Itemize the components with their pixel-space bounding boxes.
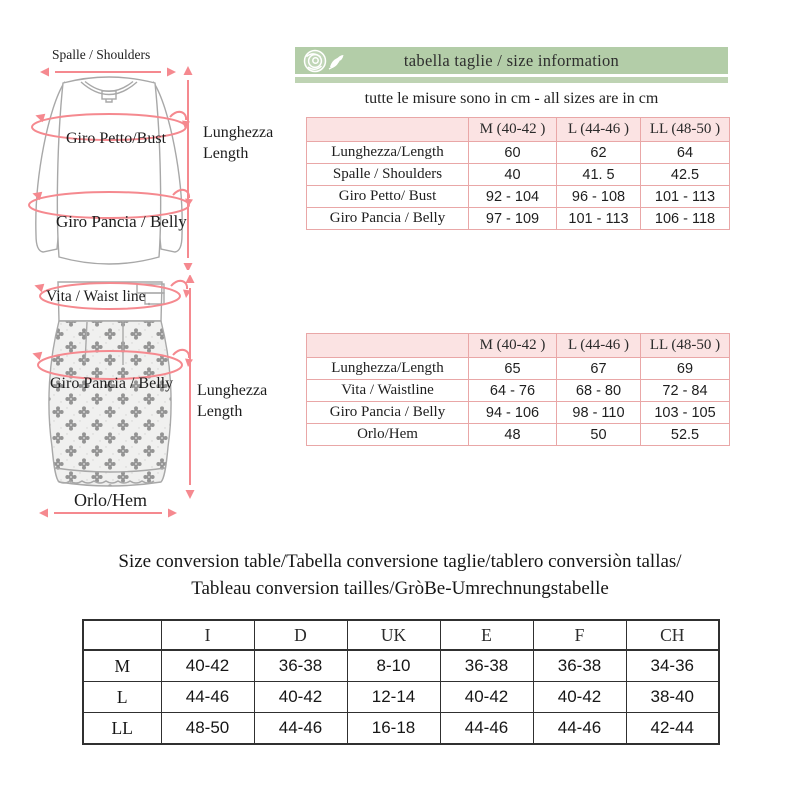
cell-value: 36-38 <box>440 650 533 682</box>
cell-value: 101 - 113 <box>557 208 641 230</box>
row-label: M <box>83 650 161 682</box>
cell-value: 40 <box>469 164 557 186</box>
table-row <box>307 402 730 424</box>
row-label: Giro Petto/ Bust <box>307 186 469 208</box>
cell-value: 48-50 <box>161 713 254 745</box>
cell-value: 48 <box>469 424 557 446</box>
body-shape <box>57 77 160 264</box>
cell-value: 62 <box>557 142 641 164</box>
cell-value: 40-42 <box>161 650 254 682</box>
cell-value: 72 - 84 <box>641 380 730 402</box>
length-label-line1: Lunghezza <box>203 124 274 141</box>
column-header: M (40-42 ) <box>469 118 557 142</box>
cell-value: 106 - 118 <box>641 208 730 230</box>
cell-value: 65 <box>469 358 557 380</box>
table-row <box>307 164 730 186</box>
bust-label: Giro Petto/Bust <box>66 130 167 147</box>
cell-value: 38-40 <box>626 682 719 713</box>
cell-value: 103 - 105 <box>641 402 730 424</box>
conversion-title-line1: Size conversion table/Tabella conversione taglie/tablero conversiòn tallas/ <box>118 551 682 572</box>
row-label: Lunghezza/Length <box>307 358 469 380</box>
cell-value: 36-38 <box>254 650 347 682</box>
cell-value: 12-14 <box>347 682 440 713</box>
cell-value: 67 <box>557 358 641 380</box>
cell-value: 34-36 <box>626 650 719 682</box>
column-header: D <box>254 620 347 650</box>
column-header: UK <box>347 620 440 650</box>
cell-value: 92 - 104 <box>469 186 557 208</box>
column-header <box>83 620 161 650</box>
cell-value: 41. 5 <box>557 164 641 186</box>
conversion-title-line2: Tableau conversion tailles/GròBe-Umrechnungstabelle <box>191 578 609 599</box>
table-row <box>83 650 719 682</box>
column-header: L (44-46 ) <box>557 334 641 358</box>
cell-value: 96 - 108 <box>557 186 641 208</box>
table-row <box>307 424 730 446</box>
cell-value: 52.5 <box>641 424 730 446</box>
row-label: L <box>83 682 161 713</box>
table-row <box>307 142 730 164</box>
belly-label-skirt: Giro Pancia / Belly <box>50 375 174 392</box>
table-row <box>307 358 730 380</box>
row-label: Giro Pancia / Belly <box>307 402 469 424</box>
header-row <box>307 334 730 358</box>
header-row <box>307 118 730 142</box>
column-header: CH <box>626 620 719 650</box>
cell-value: 42-44 <box>626 713 719 745</box>
belly-label-top: Giro Pancia / Belly <box>56 212 187 231</box>
waist-label: Vita / Waist line <box>46 288 146 305</box>
cell-value: 44-46 <box>533 713 626 745</box>
skirt-body-shape <box>49 321 174 486</box>
row-label: Giro Pancia / Belly <box>307 208 469 230</box>
banner-underline <box>295 77 728 83</box>
cell-value: 16-18 <box>347 713 440 745</box>
column-header: M (40-42 ) <box>469 334 557 358</box>
skirt-size-table <box>306 333 730 446</box>
hem-label: Orlo/Hem <box>74 490 147 510</box>
top-size-table <box>306 117 730 230</box>
header-row <box>83 620 719 650</box>
cell-value: 69 <box>641 358 730 380</box>
table-row <box>83 682 719 713</box>
shoulders-label: Spalle / Shoulders <box>52 47 151 62</box>
banner-title: tabella taglie / size information <box>403 50 620 70</box>
units-note: tutte le misure sono in cm - all sizes are in cm <box>364 90 659 107</box>
size-conversion-table <box>82 619 720 745</box>
cell-value: 101 - 113 <box>641 186 730 208</box>
banner-bar <box>295 47 728 74</box>
length-label-line1: Lunghezza <box>197 382 268 399</box>
column-header: F <box>533 620 626 650</box>
column-header: L (44-46 ) <box>557 118 641 142</box>
column-header <box>307 334 469 358</box>
cell-value: 64 <box>641 142 730 164</box>
cell-value: 40-42 <box>533 682 626 713</box>
length-label-skirt <box>197 380 267 422</box>
row-label: Spalle / Shoulders <box>307 164 469 186</box>
row-label: Orlo/Hem <box>307 424 469 446</box>
row-label: LL <box>83 713 161 745</box>
table-row <box>83 713 719 745</box>
banner <box>295 47 728 83</box>
cell-value: 98 - 110 <box>557 402 641 424</box>
cell-value: 50 <box>557 424 641 446</box>
cell-value: 36-38 <box>533 650 626 682</box>
column-header: I <box>161 620 254 650</box>
cell-value: 68 - 80 <box>557 380 641 402</box>
length-label-line2: Length <box>197 403 243 420</box>
length-label-top <box>203 122 273 164</box>
table-row <box>307 380 730 402</box>
cell-value: 42.5 <box>641 164 730 186</box>
rose-icon <box>300 47 346 74</box>
column-header: LL (48-50 ) <box>641 118 730 142</box>
length-label-line2: Length <box>203 145 249 162</box>
cell-value: 97 - 109 <box>469 208 557 230</box>
column-header: LL (48-50 ) <box>641 334 730 358</box>
cell-value: 44-46 <box>254 713 347 745</box>
row-label: Lunghezza/Length <box>307 142 469 164</box>
cell-value: 40-42 <box>440 682 533 713</box>
cell-value: 44-46 <box>161 682 254 713</box>
button <box>148 303 150 305</box>
column-header <box>307 118 469 142</box>
cell-value: 40-42 <box>254 682 347 713</box>
table-row <box>307 208 730 230</box>
cell-value: 60 <box>469 142 557 164</box>
cell-value: 8-10 <box>347 650 440 682</box>
row-label: Vita / Waistline <box>307 380 469 402</box>
cell-value: 64 - 76 <box>469 380 557 402</box>
cell-value: 94 - 106 <box>469 402 557 424</box>
conversion-title <box>0 548 800 602</box>
table-row <box>307 186 730 208</box>
cell-value: 44-46 <box>440 713 533 745</box>
column-header: E <box>440 620 533 650</box>
